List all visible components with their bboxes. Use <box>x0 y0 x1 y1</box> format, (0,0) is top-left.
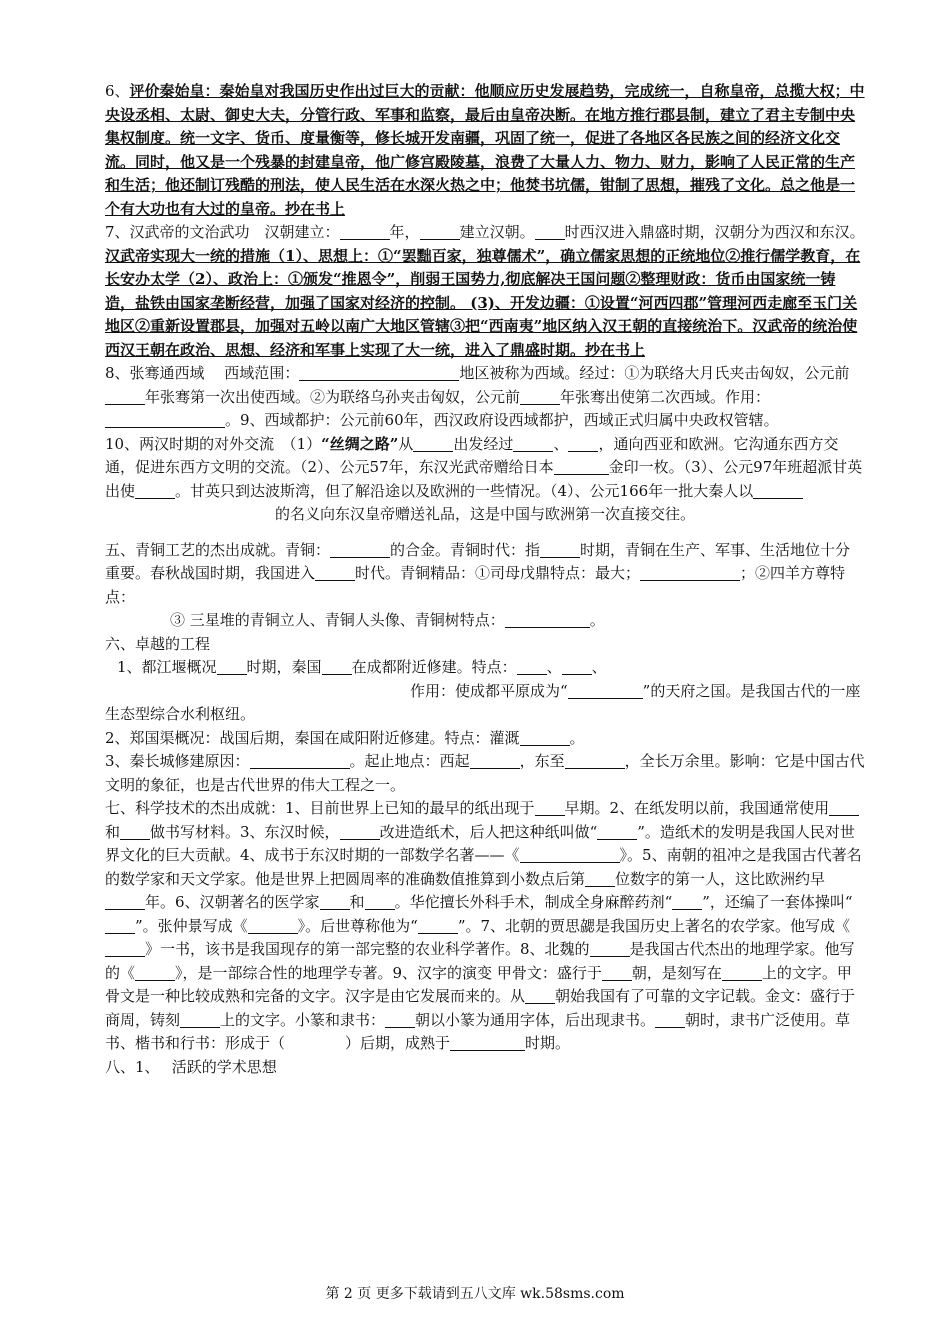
page-footer: 第 2 页 更多下载请到五八文库 wk.58sms.com <box>325 1286 625 1302</box>
section-6-number: 6、 <box>105 82 130 100</box>
section-7-paragraph: 7、汉武帝的文治武功 汉朝建立： 年， 建立汉朝。 时西汉进入鼎盛时期，汉朝分为西汉和东汉。汉武帝实现大一统的措施（1）、思想上：①“罢黜百家，独尊儒术”，确立儒家思想的正统地位②推行儒学教育，在长安办太学（2）、政治上：①颁发“推恩令”，削弱王国势力,彻底解决王国问题②整理财政：货币由国家统一铸造，盐铁由国家垄断经营，加强了国家对经济的控制。 (3)、开发边疆：①设置“河西四郡”管理河西走廊至玉门关地区②重新设置郡县，加强对五岭以南广大地区管辖③把“西南夷”地区纳入汉王朝的直接统治下。汉武帝的统治使西汉王朝在政治、思想、经济和军事上实现了大一统，进入了鼎盛时期。抄在书上 <box>105 223 865 359</box>
blank[interactable] <box>829 799 859 816</box>
dujiangyan-effect: 作用：使成都平原成为“ ”的天府之国。是我国古代的一座生态型综合水利枢纽。 <box>105 681 861 723</box>
blank[interactable] <box>413 435 453 452</box>
document-page <box>105 80 865 1079</box>
blank[interactable] <box>299 364 459 381</box>
blank[interactable] <box>217 658 247 675</box>
section-seven-paragraph: 七、科学技术的杰出成就：1、目前世界上已知的最早的纸出现于 早期。2、在纸发明以前，我国通常使用和 做书写材料。3、东汉时候， 改进造纸术，后人把这种纸叫做“ ”。造纸术的发明是我国人民对世界文化的巨大贡献。4、成书于东汉时期的一部数学名著——《 》。5、南朝的祖冲之是我国古代著名的数学家和天文学家。他是世界上把圆周率的准确数值推算到小数点后第 位数字的第一人，这比欧洲约早年。6、汉朝著名的医学家 和 。华佗擅长外科手术，制成全身麻醉药剂“ ”，还编了一套体操叫“”。张仲景写成《 》。后世尊称他为“ ”。7、北朝的贾思勰是我国历史上著名的农学家。他写成《》一书，该书是我国现存的第一部完整的农业科学著作。8、北魏的 是我国古代杰出的地理学家。他写的《 》，是一部综合性的地理学专著。9、汉字的演变 甲骨文：盛行于 朝，是刻写在 上的文字。甲骨文是一种比较成熟和完备的文字。汉字是由它发展而来的。从 朝始我国有了可靠的文字记载。金文：盛行于商周，铸刻 上的文字。小篆和隶书： 朝以小篆为通用字体，后出现隶书。 朝时，隶书广泛使用。草书、楷书和行书：形成于（ ）后期，成熟于 时期。 <box>105 799 862 1052</box>
blank[interactable] <box>540 541 580 558</box>
blank[interactable] <box>365 893 395 910</box>
blank[interactable] <box>330 541 390 558</box>
section-five-paragraph: 五、青铜工艺的杰出成就。青铜： 的合金。青铜时代：指 时期，青铜在生产、军事、生活地位十分重要。春秋战国时期，我国进入 时代。青铜精品：①司母戊鼎特点：最大； ；②四羊方尊特点： <box>105 540 851 606</box>
blank[interactable] <box>248 917 298 934</box>
blank[interactable] <box>250 752 350 769</box>
blank[interactable] <box>520 846 620 863</box>
blank[interactable] <box>525 987 555 1004</box>
section-10-paragraph: 10、两汉时期的对外交流 （1）“丝绸之路”从 出发经过 、 ，通向西亚和欧洲。它沟通东西方交通，促进东西方文明的交流。（2）、公元57年，东汉光武帝赠给日本 金印一枚。（3）、公元97年班超派甘英出使 。甘英只到达波斯湾，但了解沿途以及欧洲的一些情况。（4）、公元166年一批大秦人以 <box>105 434 863 500</box>
blank[interactable] <box>322 658 352 675</box>
blank[interactable] <box>505 611 590 628</box>
silk-road-term: “丝绸之路” <box>321 434 399 453</box>
blank[interactable] <box>535 799 565 816</box>
section-10-continuation: 的名义向东汉皇帝赠送礼品，这是中国与欧洲第一次直接交往。 <box>274 505 695 523</box>
blank[interactable] <box>590 940 630 957</box>
blank[interactable] <box>585 870 615 887</box>
blank[interactable] <box>105 940 145 957</box>
section-six-title: 六、卓越的工程 <box>105 634 211 653</box>
blank[interactable] <box>520 729 570 746</box>
blank[interactable] <box>418 917 458 934</box>
blank[interactable] <box>470 752 520 769</box>
blank[interactable] <box>320 893 350 910</box>
blank[interactable] <box>517 658 547 675</box>
blank[interactable] <box>597 823 637 840</box>
blank[interactable] <box>105 893 145 910</box>
zhengguoqu-line: 2、郑国渠概况：战国后期，秦国在咸阳附近修建。特点：灌溉 。 <box>105 728 585 747</box>
blank[interactable] <box>565 752 625 769</box>
section-eight-title: 八、1、 活跃的学术思想 <box>105 1057 277 1076</box>
great-wall-line: 3、秦长城修建原因： 。起止地点：西起 ，东至 ，全长万余里。影响：它是中国古代文明的象征，也是古代世界的伟大工程之一。 <box>105 752 865 794</box>
blank[interactable] <box>450 1034 525 1051</box>
blank[interactable] <box>562 658 592 675</box>
blank[interactable] <box>753 482 803 499</box>
blank[interactable] <box>105 388 145 405</box>
section-8-paragraph: 8、张骞通西域 西域范围： 地区被称为西域。经过：①为联络大月氏夹击匈奴，公元前年张骞第一次出使西域。②为联络乌孙夹击匈奴，公元前 年张骞出使第二次西域。作用：。9、西域都护：公元前60年，西汉政府设西域都护，西域正式归属中央政权管辖。 <box>105 364 850 429</box>
blank[interactable] <box>420 223 460 240</box>
blank[interactable] <box>135 482 175 499</box>
blank[interactable] <box>554 458 609 475</box>
blank[interactable] <box>180 1011 220 1028</box>
blank[interactable] <box>568 682 643 699</box>
blank[interactable] <box>640 564 740 581</box>
blank[interactable] <box>315 564 355 581</box>
blank[interactable] <box>105 917 135 934</box>
blank[interactable] <box>602 964 632 981</box>
blank[interactable] <box>513 435 553 452</box>
blank[interactable] <box>672 893 702 910</box>
blank[interactable] <box>120 823 150 840</box>
blank[interactable] <box>568 435 598 452</box>
blank[interactable] <box>105 411 225 428</box>
section-6-bold-text: 评价秦始皇：秦始皇对我国历史作出过巨大的贡献：他顺应历史发展趋势，完成统一，自称皇帝，总揽大权；中央设丞相、太尉、御史大夫，分管行政、军事和监察，最后由皇帝决断。在地方推行郡县制，建立了君主专制中央集权制度。统一文字、货币、度量衡等，修长城开发南疆，巩固了统一，促进了各地区各民族之间的经济文化交流。同时，他又是一个残暴的封建皇帝，他广修宫殿陵墓，浪费了大量人力、物力、财力，影响了人民正常的生产和生活；他还制订残酷的刑法，使人民生活在水深火热之中；他焚书坑儒，钳制了思想，摧残了文化。总之他是一个有大功也有大过的皇帝。抄在书上 <box>105 82 865 218</box>
blank[interactable] <box>520 388 560 405</box>
blank[interactable] <box>722 964 762 981</box>
blank[interactable] <box>135 964 175 981</box>
blank[interactable] <box>655 1011 685 1028</box>
blank[interactable] <box>385 1011 415 1028</box>
section-7-bold-text: 汉武帝实现大一统的措施（1）、思想上：①“罢黜百家，独尊儒术”，确立儒家思想的正统地位②推行儒学教育，在长安办太学（2）、政治上：①颁发“推恩令”，削弱王国势力,彻底解决王国问题②整理财政：货币由国家统一铸造，盐铁由国家垄断经营，加强了国家对经济的控制。 (3)、开发边疆：①设置“河西四郡”管理河西走廊至玉门关地区②重新设置郡县，加强对五岭以南广大地区管辖③把“西南夷”地区纳入汉王朝的直接统治下。汉武帝的统治使西汉王朝在政治、思想、经济和军事上实现了大一统，进入了鼎盛时期。抄在书上 <box>105 246 861 359</box>
section-6-paragraph <box>105 80 865 221</box>
blank[interactable] <box>535 223 565 240</box>
blank[interactable] <box>340 823 380 840</box>
section-five-sanxingdui: ③ 三星堆的青铜立人、青铜人头像、青铜树特点： 。 <box>170 611 605 629</box>
blank[interactable] <box>340 223 390 240</box>
dujiangyan-line: 1、都江堰概况 时期，秦国 在成都附近修建。特点： 、 、 <box>117 658 607 676</box>
